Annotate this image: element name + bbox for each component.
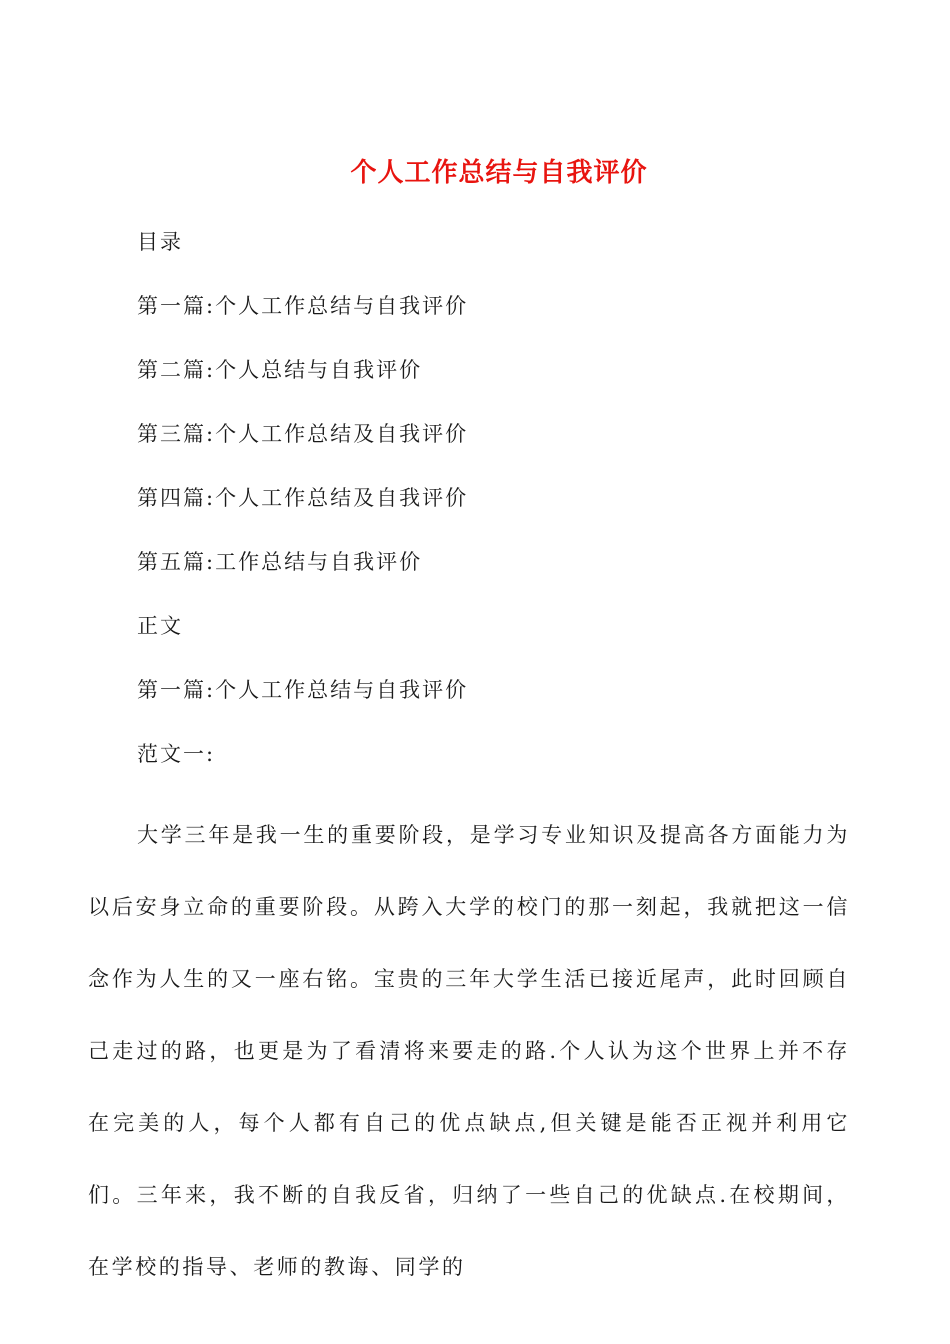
toc-item-4: 第四篇:个人工作总结及自我评价 — [137, 486, 469, 510]
toc-heading: 目录 — [137, 230, 183, 254]
body-heading: 正文 — [137, 614, 183, 638]
body-paragraph: 大学三年是我一生的重要阶段，是学习专业知识及提高各方面能力为以后安身立命的重要阶段。从跨入大学的校门的那一刻起，我就把这一信念作为人生的又一座右铭。宝贵的三年大学生活已接近尾声，此时回顾自己走过的路，也更是为了看清将来要走的路.个人认为这个世界上并不存在完美的人，每个人都有自己的优点缺点,但关键是能否正视并利用它们。三年来，我不断的自我反省，归纳了一些自己的优缺点.在校期间，在学校的指导、老师的教诲、同学的 — [88, 823, 850, 1279]
toc-item-1: 第一篇:个人工作总结与自我评价 — [137, 294, 469, 318]
document-title: 个人工作总结与自我评价 — [350, 158, 648, 188]
sample-label: 范文一: — [137, 742, 216, 766]
toc-item-3: 第三篇:个人工作总结及自我评价 — [137, 422, 469, 446]
toc-item-5: 第五篇:工作总结与自我评价 — [137, 550, 423, 574]
section-title: 第一篇:个人工作总结与自我评价 — [137, 678, 469, 702]
toc-item-2: 第二篇:个人总结与自我评价 — [137, 358, 423, 382]
